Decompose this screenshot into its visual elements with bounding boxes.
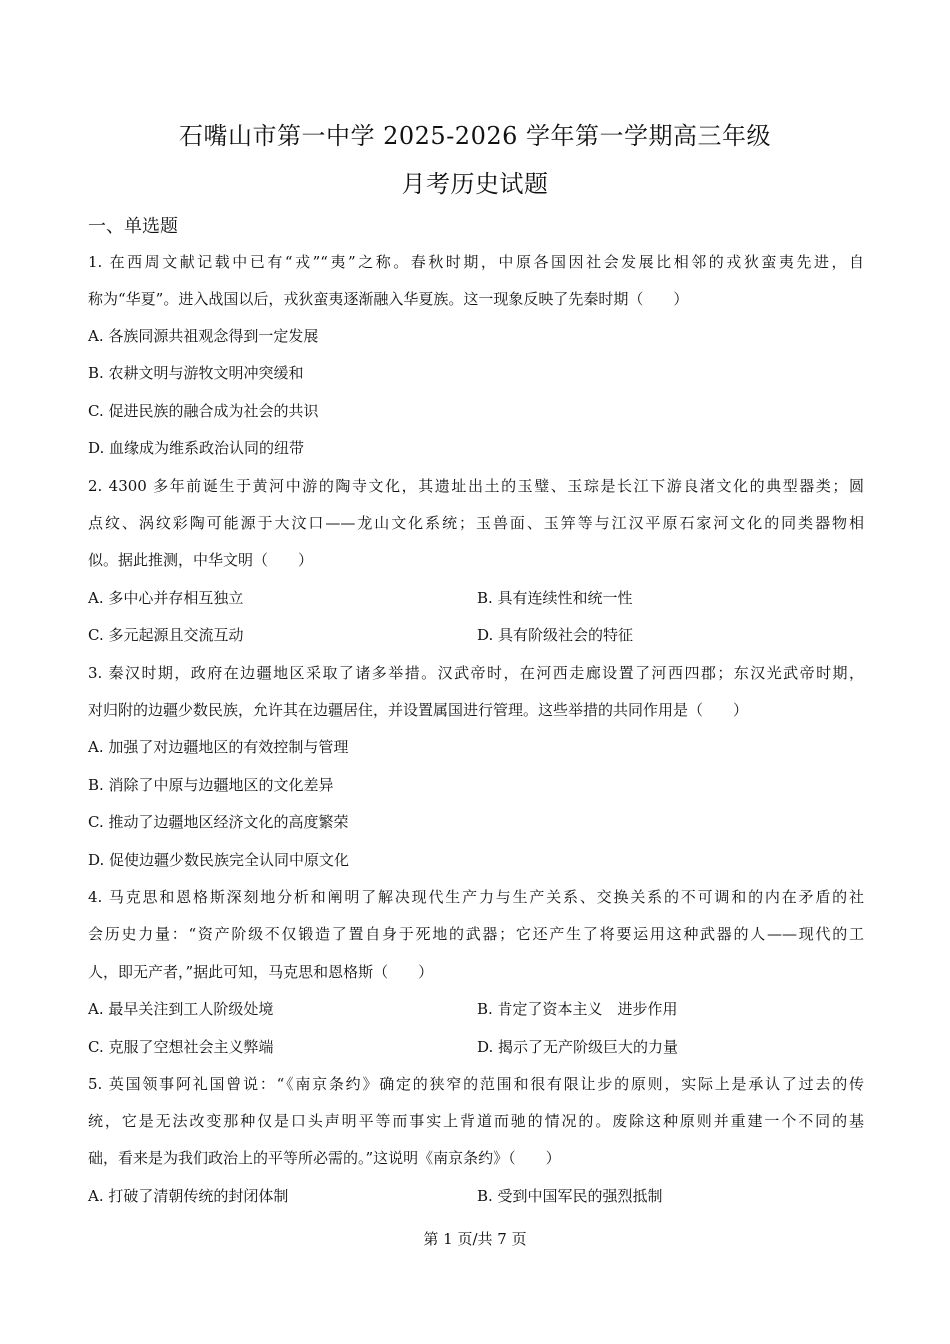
question-2-option-c: C. 多元起源且交流互动 xyxy=(88,626,244,644)
question-2-option-d: D. 具有阶级社会的特征 xyxy=(477,626,634,644)
question-2-text-line-2: 点纹、涡纹彩陶可能源于大汶口——龙山文化系统；玉兽面、玉笄等与江汉平原石家河文化的同类器物相 xyxy=(88,514,864,532)
question-2-option-b: B. 具有连续性和统一性 xyxy=(477,589,633,607)
question-2-text-line-3: 似。据此推测，中华文明（ ） xyxy=(88,551,314,569)
question-4-text-line-2: 会历史力量：“资产阶级不仅锻造了置自身于死地的武器；它还产生了将要运用这种武器的人——现代的工 xyxy=(88,925,864,943)
question-1-option-b: B. 农耕文明与游牧文明冲突缓和 xyxy=(88,364,304,382)
question-3-option-a: A. 加强了对边疆地区的有效控制与管理 xyxy=(88,738,349,756)
question-5-option-b: B. 受到中国军民的强烈抵制 xyxy=(477,1187,663,1205)
page-number: 第 1 页/共 7 页 xyxy=(423,1230,527,1248)
section-heading: 一、单选题 xyxy=(88,216,178,237)
question-4-text-line-3: 人，即无产者，”据此可知，马克思和恩格斯（ ） xyxy=(88,963,434,981)
question-5-option-a: A. 打破了清朝传统的封闭体制 xyxy=(88,1187,289,1205)
question-4-text-line-1: 4. 马克思和恩格斯深刻地分析和阐明了解决现代生产力与生产关系、交换关系的不可调和的内在矛盾的社 xyxy=(88,888,864,906)
question-5-text-line-1: 5. 英国领事阿礼国曾说：“《南京条约》确定的狭窄的范围和很有限让步的原则，实际上是承认了过去的传 xyxy=(88,1075,864,1093)
question-3-option-d: D. 促使边疆少数民族完全认同中原文化 xyxy=(88,851,350,869)
exam-title: 石嘴山市第一中学 2025-2026 学年第一学期高三年级 xyxy=(178,122,772,150)
question-1-option-c: C. 促进民族的融合成为社会的共识 xyxy=(88,402,319,420)
question-3-text-line-2: 对归附的边疆少数民族，允许其在边疆居住，并设置属国进行管理。这些举措的共同作用是（ ） xyxy=(88,701,749,719)
question-2-option-a: A. 多中心并存相互独立 xyxy=(88,589,244,607)
question-2-text-line-1: 2. 4300 多年前诞生于黄河中游的陶寺文化，其遗址出土的玉璧、玉琮是长江下游良渚文化的典型器类；圆 xyxy=(88,477,864,495)
question-4-option-a: A. 最早关注到工人阶级处境 xyxy=(88,1000,274,1018)
question-1-option-d: D. 血缘成为维系政治认同的纽带 xyxy=(88,439,305,457)
question-3-option-c: C. 推动了边疆地区经济文化的高度繁荣 xyxy=(88,813,349,831)
question-3-option-b: B. 消除了中原与边疆地区的文化差异 xyxy=(88,776,334,794)
question-4-option-c: C. 克服了空想社会主义弊端 xyxy=(88,1038,274,1056)
question-4-option-d: D. 揭示了无产阶级巨大的力量 xyxy=(477,1038,679,1056)
question-1-option-a: A. 各族同源共祖观念得到一定发展 xyxy=(88,327,319,345)
question-1-text-line-2: 称为“华夏”。进入战国以后，戎狄蛮夷逐渐融入华夏族。这一现象反映了先秦时期（ ） xyxy=(88,290,689,308)
question-5-text-line-2: 统，它是无法改变那种仅是口头声明平等而事实上背道而驰的情况的。废除这种原则并重建一个不同的基 xyxy=(88,1112,864,1130)
question-1-text-line-1: 1. 在西周文献记载中已有“戎”“夷”之称。春秋时期，中原各国因社会发展比相邻的戎狄蛮夷先进，自 xyxy=(88,253,864,271)
question-3-text-line-1: 3. 秦汉时期，政府在边疆地区采取了诸多举措。汉武帝时，在河西走廊设置了河西四郡；东汉光武帝时期， xyxy=(88,664,864,682)
question-5-text-line-3: 础，看来是为我们政治上的平等所必需的。”这说明《南京条约》（ ） xyxy=(88,1149,561,1167)
question-4-option-b: B. 肯定了资本主义 进步作用 xyxy=(477,1000,678,1018)
exam-subtitle: 月考历史试题 xyxy=(401,170,549,198)
